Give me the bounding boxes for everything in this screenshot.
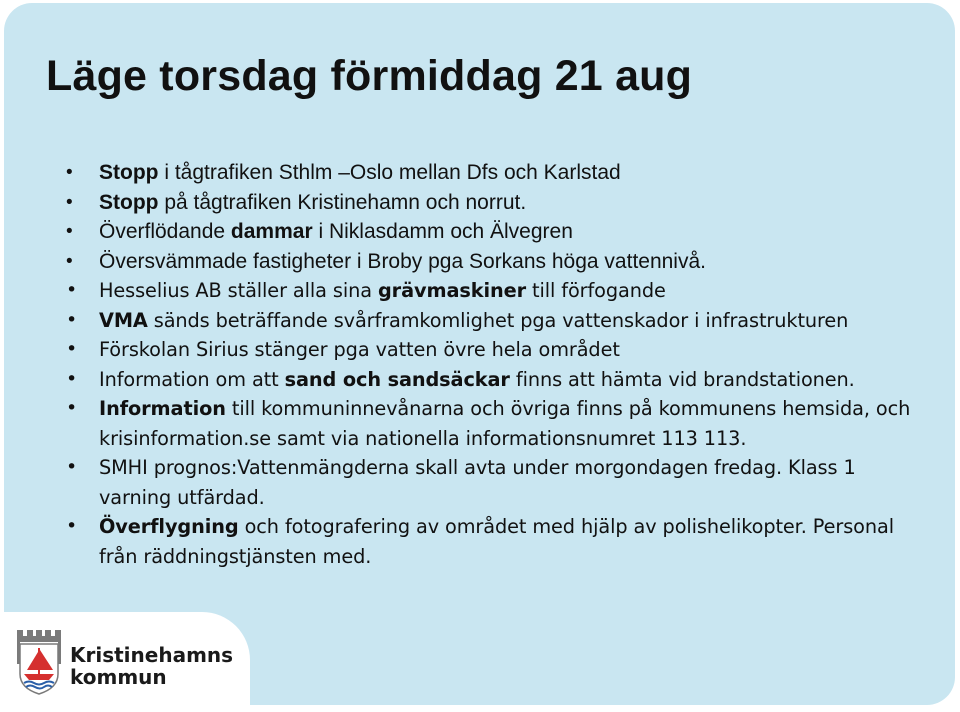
bullet-dot-icon: • — [66, 250, 73, 272]
bullet-emphasis: grävmaskiner — [377, 279, 526, 302]
bullet-emphasis: Stopp — [99, 161, 159, 184]
bullet-item — [66, 188, 926, 218]
bullet-emphasis: Överflygning — [99, 515, 239, 538]
coat-of-arms-icon — [15, 630, 63, 696]
bullet-dot-icon: • — [66, 338, 78, 360]
bullet-text: till förfogande — [525, 279, 666, 302]
municipality-name-line1: Kristinehamns — [70, 643, 234, 667]
bullet-list — [66, 158, 926, 571]
bullet-text: SMHI prognos:Vattenmängderna skall avta under morgondagen fredag. Klass 1 varning utfärdad. — [99, 456, 856, 509]
bullet-text: i tågtrafiken Sthlm –Oslo mellan Dfs och Karlstad — [158, 161, 621, 184]
bullet-text: Överflödande — [99, 220, 231, 243]
bullet-text: i Niklasdamm och Älvegren — [312, 220, 573, 243]
municipality-name — [70, 644, 233, 688]
bullet-dot-icon: • — [66, 279, 78, 301]
bullet-dot-icon: • — [66, 308, 78, 331]
bullet-dot-icon: • — [66, 367, 78, 390]
bullet-item — [66, 512, 926, 571]
bullet-item — [66, 335, 926, 365]
bullet-dot-icon: • — [66, 515, 78, 537]
bullet-text: sänds beträffande svårframkomlighet pga vattenskador i infrastrukturen — [147, 308, 849, 332]
bullet-item — [66, 453, 926, 512]
bullet-item — [66, 306, 926, 336]
bullet-text: Förskolan Sirius stänger pga vatten övre hela området — [99, 338, 620, 361]
bullet-text: Information om att — [99, 367, 285, 391]
bullet-text: på tågtrafiken Kristinehamn och norrut. — [158, 190, 527, 214]
bullet-item — [66, 365, 926, 395]
municipality-name-line2: kommun — [70, 665, 167, 689]
bullet-text: och fotografering av området med hjälp av polishelikopter. Personal från räddningstjänsten med. — [99, 515, 894, 568]
bullet-text: till kommuninnevånarna och övriga finns på kommunens hemsida, och krisinformation.se samt via nationella informationsnumret 113 113. — [99, 397, 911, 450]
bullet-dot-icon: • — [66, 221, 73, 242]
bullet-emphasis: Stopp — [99, 190, 159, 214]
bullet-text: Översvämmade fastigheter i Broby pga Sorkans höga vattennivå. — [99, 249, 706, 273]
bullet-text: finns att hämta vid brandstationen. — [509, 367, 855, 391]
bullet-emphasis: Information — [99, 397, 226, 420]
bullet-emphasis: sand och sandsäckar — [284, 367, 510, 391]
bullet-emphasis: dammar — [230, 220, 313, 243]
bullet-dot-icon: • — [66, 456, 78, 478]
bullet-dot-icon: • — [66, 397, 78, 419]
bullet-item — [66, 394, 926, 453]
bullet-text: Hesselius AB ställer alla sina — [99, 279, 378, 302]
bullet-item — [66, 158, 926, 188]
bullet-item — [66, 247, 926, 277]
bullet-dot-icon: • — [66, 191, 73, 213]
bullet-item — [66, 276, 926, 306]
bullet-item — [66, 217, 926, 247]
bullet-dot-icon: • — [66, 162, 73, 183]
bullet-emphasis: VMA — [99, 308, 148, 332]
slide-title: Läge torsdag förmiddag 21 aug — [46, 52, 693, 100]
